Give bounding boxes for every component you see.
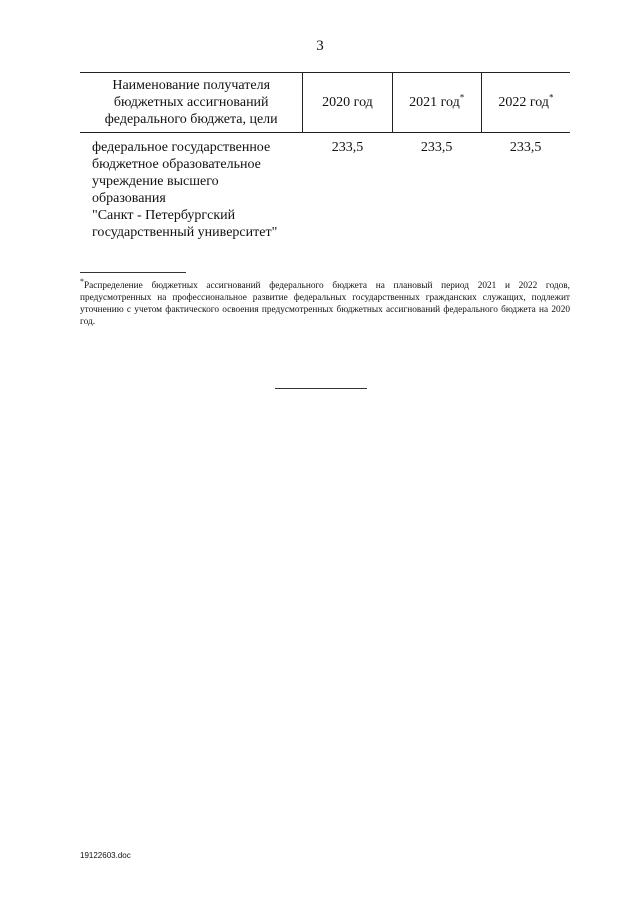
document-file-id: 19122603.doc — [80, 851, 131, 860]
recipient-name-line: образования — [92, 191, 166, 206]
page-number: 3 — [316, 38, 324, 54]
header-year-2021-label: 2021 год — [409, 95, 460, 110]
recipient-name-line: бюджетное образовательное — [92, 157, 261, 172]
table-row — [80, 133, 570, 242]
recipient-name-cell — [80, 133, 303, 242]
table-header-row — [80, 73, 570, 133]
value-2021: 233,5 — [420, 140, 453, 155]
value-2020: 233,5 — [331, 140, 364, 155]
header-year-2022 — [481, 73, 570, 133]
value-2022: 233,5 — [509, 140, 542, 155]
end-of-document-rule — [275, 388, 367, 389]
recipient-name-line: учреждение высшего — [92, 174, 219, 189]
footnote-mark: * — [80, 276, 84, 286]
recipient-name-line: федеральное государственное — [92, 140, 271, 155]
footnote-text: Распределение бюджетных ассигнований федерального бюджета на плановый период 2021 и 2022 годов, предусмотренных на профессиональное развитие федеральных государственных гражданских служащих, подлежит уточнению с учетом фактического освоения предусмотренных бюджетных ассигнований федерального бюджета на 2020 год. — [80, 281, 570, 327]
footnote-mark-2021: * — [459, 92, 465, 103]
header-recipient-name: Наименование получателя бюджетных ассигнований федерального бюджета, цели — [80, 73, 303, 133]
header-year-2022-label: 2022 год — [498, 95, 549, 110]
header-year-2020: 2020 год — [303, 73, 392, 133]
footnote — [80, 276, 570, 328]
budget-allocation-table — [80, 72, 570, 241]
recipient-name-line: "Санкт - Петербургский — [92, 208, 236, 223]
footnote-separator — [80, 272, 186, 273]
header-year-2021 — [392, 73, 481, 133]
footnote-mark-2022: * — [548, 92, 554, 103]
recipient-name-line: государственный университет" — [92, 225, 278, 240]
